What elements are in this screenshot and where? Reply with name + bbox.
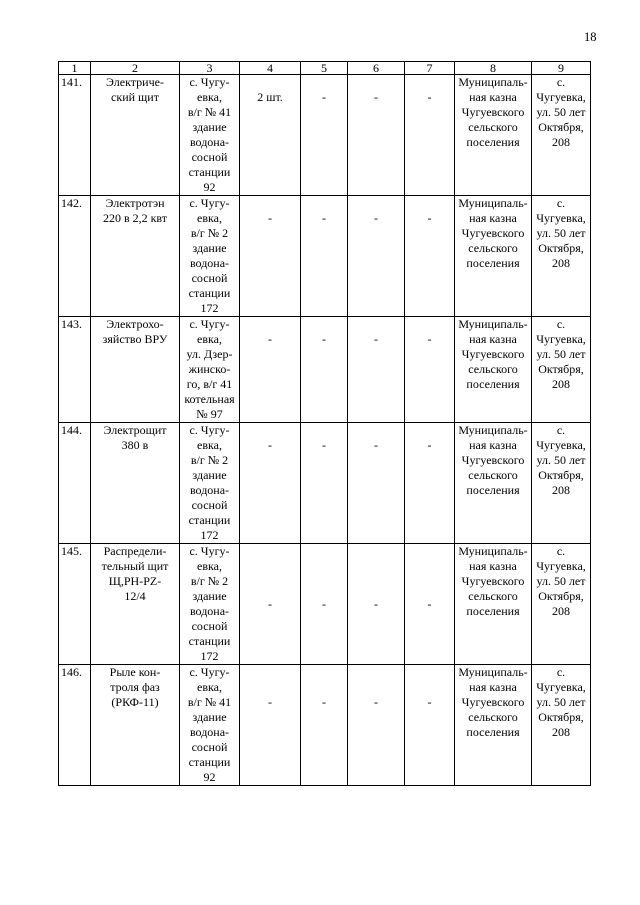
cell-col7: -: [405, 317, 455, 423]
cell-quantity: 2 шт.: [240, 75, 301, 196]
table-row: [59, 317, 591, 423]
item-location: с. Чугу- евка, ул. Дзер- жинско- го, в/г 41 котельная № 97: [180, 317, 240, 423]
item-owner: Муниципаль- ная казна Чугуевского сельского поселения: [455, 317, 532, 423]
column-header: 3: [180, 62, 240, 75]
cell-col5: -: [301, 317, 348, 423]
cell-col5: -: [301, 423, 348, 544]
cell-quantity: -: [240, 544, 301, 665]
row-number: 145.: [59, 544, 91, 665]
item-name: Электрохо- зяйство ВРУ: [91, 317, 180, 423]
column-header: 9: [532, 62, 591, 75]
table-row: [59, 196, 591, 317]
cell-col7: -: [405, 665, 455, 786]
column-header: 1: [59, 62, 91, 75]
cell-col5: -: [301, 544, 348, 665]
cell-col6: -: [348, 423, 405, 544]
cell-col6: -: [348, 75, 405, 196]
row-number: 142.: [59, 196, 91, 317]
item-name: Рыле кон- троля фаз (РКФ-11): [91, 665, 180, 786]
item-location: с. Чугу- евка, в/г № 2 здание водона- сосной станции 172: [180, 196, 240, 317]
item-owner: Муниципаль- ная казна Чугуевского сельского поселения: [455, 75, 532, 196]
cell-col5: -: [301, 665, 348, 786]
cell-col6: -: [348, 665, 405, 786]
item-name: Электротэн 220 в 2,2 квт: [91, 196, 180, 317]
item-name: Электриче- ский щит: [91, 75, 180, 196]
item-location: с. Чугу- евка, в/г № 2 здание водона- сосной станции 172: [180, 423, 240, 544]
cell-quantity: -: [240, 665, 301, 786]
page-number: 18: [584, 30, 597, 44]
property-table: [58, 61, 591, 786]
cell-quantity: -: [240, 423, 301, 544]
column-header: 2: [91, 62, 180, 75]
item-owner: Муниципаль- ная казна Чугуевского сельского поселения: [455, 665, 532, 786]
item-owner: Муниципаль- ная казна Чугуевского сельского поселения: [455, 196, 532, 317]
cell-col6: -: [348, 317, 405, 423]
cell-quantity: -: [240, 317, 301, 423]
column-header: 8: [455, 62, 532, 75]
item-address: с. Чугуевка, ул. 50 лет Октября, 208: [532, 196, 591, 317]
item-address: с. Чугуевка, ул. 50 лет Октября, 208: [532, 317, 591, 423]
cell-col7: -: [405, 196, 455, 317]
row-number: 143.: [59, 317, 91, 423]
column-header: 4: [240, 62, 301, 75]
item-address: с. Чугуевка, ул. 50 лет Октября, 208: [532, 423, 591, 544]
item-name: Электрощит 380 в: [91, 423, 180, 544]
item-location: с. Чугу- евка, в/г № 2 здание водона- сосной станции 172: [180, 544, 240, 665]
cell-col7: -: [405, 544, 455, 665]
table-row: [59, 665, 591, 786]
cell-col5: -: [301, 196, 348, 317]
column-header: 7: [405, 62, 455, 75]
row-number: 144.: [59, 423, 91, 544]
column-header: 6: [348, 62, 405, 75]
cell-col5: -: [301, 75, 348, 196]
row-number: 146.: [59, 665, 91, 786]
cell-col6: -: [348, 196, 405, 317]
item-location: с. Чугу- евка, в/г № 41 здание водона- сосной станции 92: [180, 665, 240, 786]
table-row: [59, 544, 591, 665]
cell-col7: -: [405, 423, 455, 544]
table-row: [59, 423, 591, 544]
cell-quantity: -: [240, 196, 301, 317]
item-address: с. Чугуевка, ул. 50 лет Октября, 208: [532, 75, 591, 196]
table-row: [59, 75, 591, 196]
item-owner: Муниципаль- ная казна Чугуевского сельского поселения: [455, 544, 532, 665]
item-owner: Муниципаль- ная казна Чугуевского сельского поселения: [455, 423, 532, 544]
header-row: [59, 62, 591, 75]
item-address: с. Чугуевка, ул. 50 лет Октября, 208: [532, 665, 591, 786]
item-address: с. Чугуевка, ул. 50 лет Октября, 208: [532, 544, 591, 665]
row-number: 141.: [59, 75, 91, 196]
cell-col6: -: [348, 544, 405, 665]
item-location: с. Чугу- евка, в/г № 41 здание водона- сосной станции 92: [180, 75, 240, 196]
column-header: 5: [301, 62, 348, 75]
cell-col7: -: [405, 75, 455, 196]
item-name: Распредели- тельный щит Щ,PH-PZ- 12/4: [91, 544, 180, 665]
